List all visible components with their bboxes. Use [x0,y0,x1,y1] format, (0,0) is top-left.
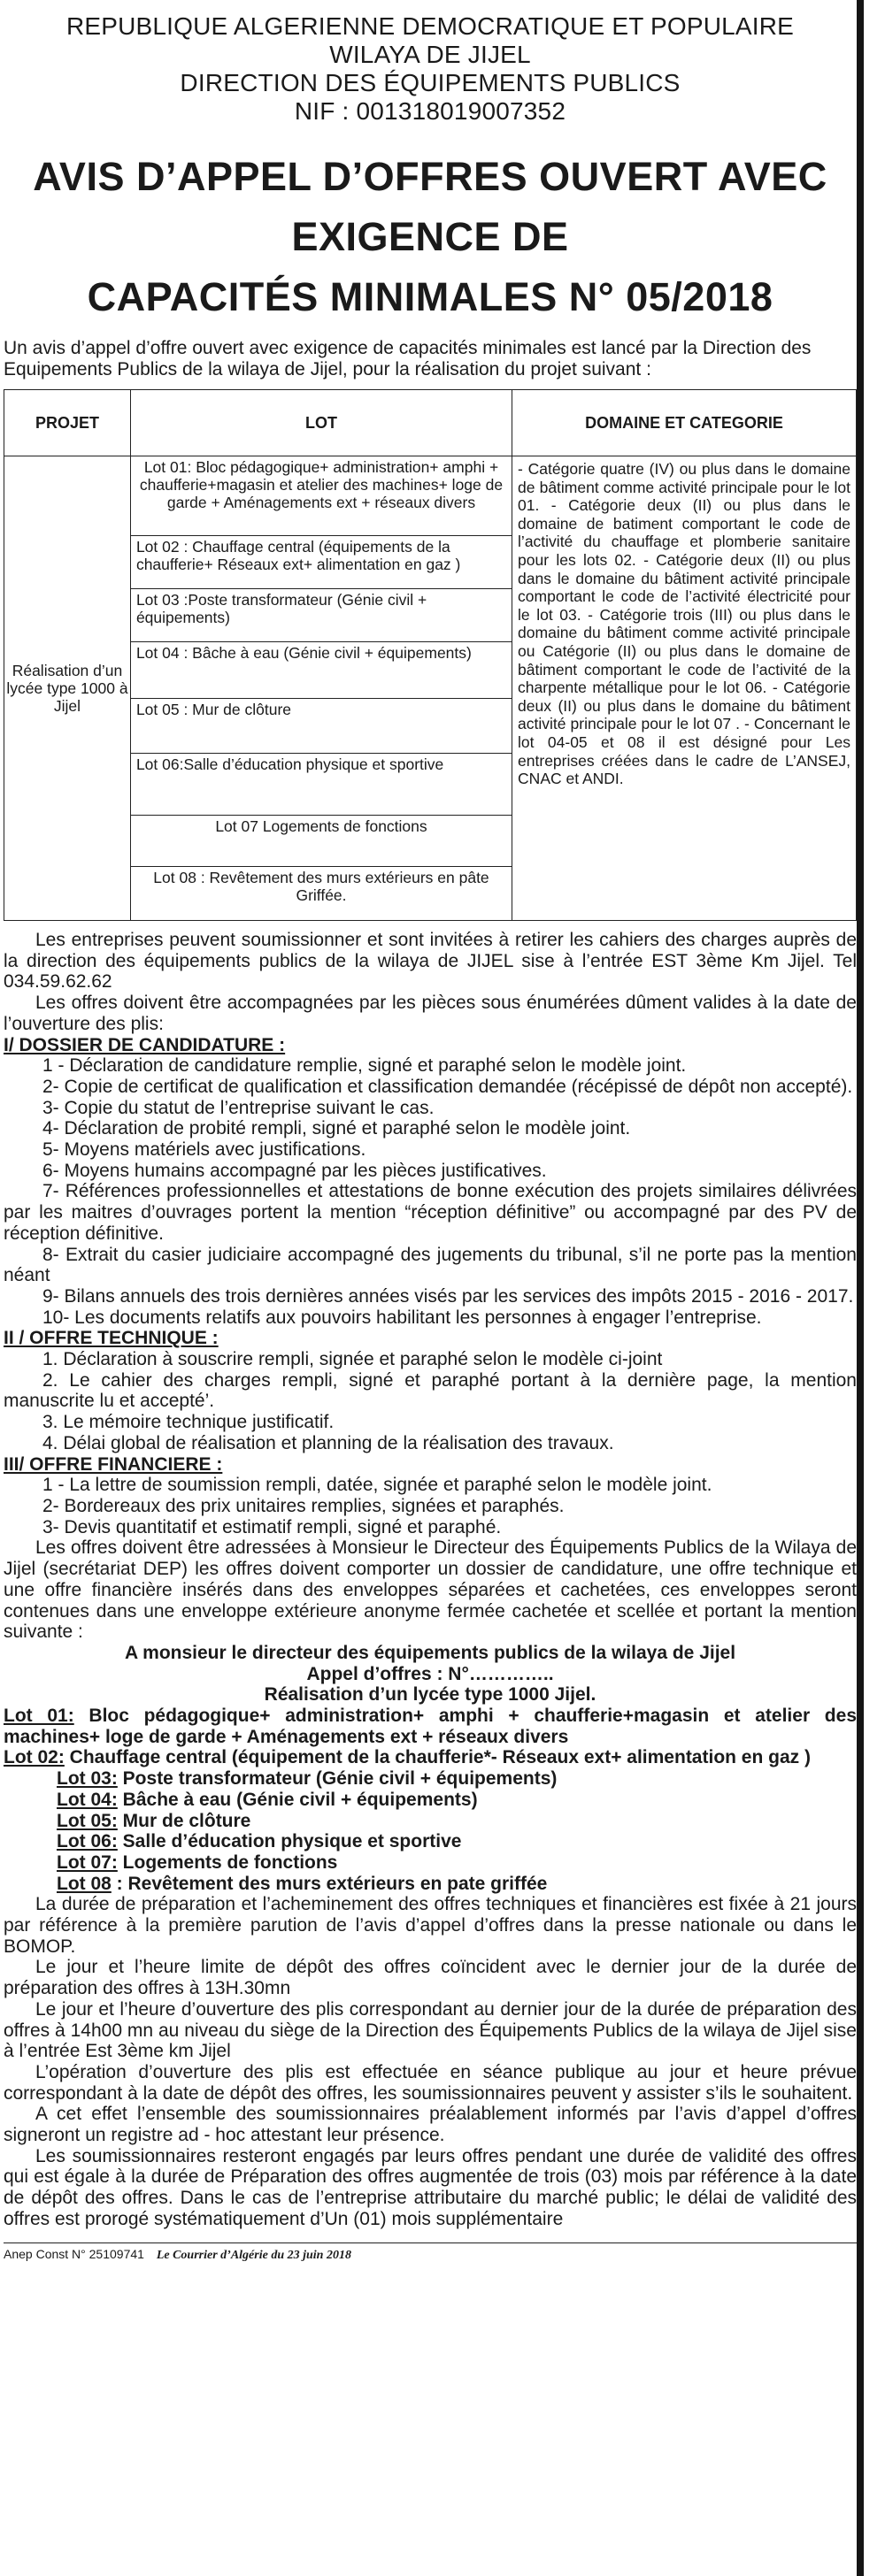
list-item: 9- Bilans annuels des trois dernières années visés par les services des impôts 2015 - 2016 - 2017. [42,1285,854,1307]
envelope-lot-line [57,1790,857,1811]
address-line: Réalisation d’un lycée type 1000 Jijel. [264,1684,596,1706]
paragraph: L’opération d’ouverture des plis est effectuée en séance publique au jour et heure prévue correspondant à la date de dépôt des offres, les soumissionnaires peuvent y assister s’ils le souhaitent. [4,2061,857,2104]
list-item: 1 - Déclaration de candidature remplie, signé et paraphé selon le modèle joint. [42,1055,687,1077]
lot-item: Lot 02 : Chauffage central (équipements de la chaufferie+ Réseaux ext+ alimentation en gaz ) [131,536,512,589]
header-nif: NIF : 001318019007352 [294,97,566,125]
envelope-lot-line [57,1874,857,1895]
paragraph: Les offres doivent être adressées à Monsieur le Directeur des Équipements Publics de la Wilaya de Jijel (secrétariat DEP) les offres doivent comporter un dossier de candidature, une offre technique et une offre financière insérés dans des enveloppes séparées et cachetées, ces enveloppes seront contenues dans une enveloppe extérieure anonyme fermée cachetée et scellée et portant la mention suivante : [4,1537,857,1643]
lot-item: Lot 04 : Bâche à eau (Génie civil + équipements) [131,642,512,699]
address-line: A monsieur le directeur des équipements publics de la wilaya de Jijel [124,1642,736,1663]
anep-reference: Anep Const N° 25109741 [4,2246,144,2261]
title-line-2: CAPACITÉS MINIMALES N° 05/2018 [87,274,773,319]
list-item: 1. Déclaration à souscrire rempli, signée et paraphé selon le modèle ci-joint [42,1349,663,1370]
envelope-lot-line [57,1768,857,1790]
section-heading-financiere: III/ OFFRE FINANCIERE : [4,1453,223,1475]
envelope-lot-line [57,1831,857,1852]
lot-key: Lot 03: [57,1768,118,1790]
paragraph: Les entreprises peuvent soumissionner et sont invitées à retirer les cahiers des charges auprès de la direction des équipements publics de la wilaya de JIJEL sise à l’entrée EST 3ème Km Jijel. Tel 034.59.62.62 [4,930,857,993]
list-item: 3. Le mémoire technique justificatif. [42,1412,335,1433]
lot-item: Lot 03 :Poste transformateur (Génie civil + équipements) [131,589,512,642]
list-item: 3- Devis quantitatif et estimatif rempli, signé et paraphé. [42,1516,502,1537]
newspaper-date: Le Courrier d’Algérie du 23 juin 2018 [156,2248,351,2262]
page-edge-bar [857,0,864,2576]
lots-cell [130,456,512,921]
lot-value: : Revêtement des murs extérieurs en pate griffée [111,1873,548,1894]
section-heading-technique: II / OFFRE TECHNIQUE : [4,1328,219,1349]
envelope-lot-line [4,1706,857,1747]
paragraph: Les offres doivent être accompagnées par les pièces sous énumérées dûment valides à la date de l’ouverture des plis: [4,993,857,1034]
list-item: 10- Les documents relatifs aux pouvoirs habilitant les personnes à engager l’entreprise. [42,1307,762,1328]
lot-key: Lot 05: [57,1810,118,1831]
lot-value: Poste transformateur (Génie civil + équipements) [117,1768,558,1790]
address-line: Appel d’offres : N°………….. [306,1663,554,1684]
list-item: 5- Moyens matériels avec justifications. [42,1139,366,1161]
paragraph: Les soumissionnaires resteront engagés par leurs offres pendant une durée de validité des offres qui est égale à la durée de Préparation des offres augmentée de trois (03) mois par référence à la date de dépôt des offres. Dans le cas de l’entreprise attributaire du marché public; le délai de validité des offres est prorogé systématiquement d’Un (01) mois supplémentaire [4,2145,857,2229]
header-wilaya: WILAYA DE JIJEL [329,41,531,68]
lot-key: Lot 07: [57,1852,118,1873]
list-item: 1 - La lettre de soumission rempli, datée, signée et paraphé selon le modèle joint. [42,1475,712,1496]
col-lot: LOT [130,390,512,456]
issuer-header [4,12,857,126]
lot-value: Salle d’éducation physique et sportive [117,1831,462,1852]
lot-item: Lot 08 : Revêtement des murs extérieurs en pâte Griffée. [153,869,489,904]
lot-item: Lot 01: Bloc pédagogique+ administration+ amphi + chaufferie+magasin et atelier des machines+ loge de garde + Aménagements ext + réseaux divers [131,456,512,536]
lot-item: Lot 07 Logements de fonctions [131,816,512,867]
envelope-lot-line [57,1852,857,1874]
paragraph: La durée de préparation et l’acheminement des offres techniques et financières est fixée à 21 jours par référence à la première parution de l’avis d’appel d’offres dans la presse nationale ou dans le BOMOP. [4,1894,857,1957]
lot-key: Lot 08 [57,1873,112,1894]
lot-key: Lot 01: [4,1706,74,1727]
list-item: 2. Le cahier des charges rempli, signé et paraphé portant à la dernière page, la mention manuscrite lu et accepté’. [4,1369,857,1412]
header-direction: DIRECTION DES ÉQUIPEMENTS PUBLICS [180,69,681,96]
title-line-1: AVIS D’APPEL D’OFFRES OUVERT AVEC EXIGENCE DE [33,154,827,259]
list-item: 3- Copie du statut de l’entreprise suivant le cas. [42,1097,435,1118]
lot-value: Logements de fonctions [117,1852,338,1873]
envelope-lot-line [4,1747,857,1768]
lot-value: Bâche à eau (Génie civil + équipements) [117,1789,478,1810]
paragraph: Le jour et l’heure d’ouverture des plis correspondant au dernier jour de la durée de préparation des offres à 14h00 mn au niveau du siège de la Direction des Équipements Publics de la wilaya de Jijel sise à l’entrée Est 3ème km Jijel [4,1998,857,2062]
list-item: 2- Copie de certificat de qualification et classification demandée (récépissé de dépôt non accepté). [42,1076,853,1097]
table-header-row [4,390,857,456]
domaine-cell: - Catégorie quatre (IV) ou plus dans le domaine de bâtiment comme activité principale pour le lot 01. - Catégorie deux (II) ou plus dans le domaine de batiment comportant le code de l’activité du chauffage et plomberie sanitaire pour les lots 02. - Catégorie deux (II) ou plus dans le domaine du bâtiment activité principale comportant le code de l’activité électricité pour le lot 03. - Catégorie trois (III) ou plus dans le domaine du bâtiment comme activité principale ou Catégorie (II) ou plus dans le domaine de bâtiment comportant le code de l’activité de la charpente métallique pour le lot 06. - Catégorie deux (II) ou plus dans le domaine du bâtiment activité principale pour le lot 07 . - Concernant le lot 04-05 et 08 il est désigné pour Les entreprises créées dans le cadre de L’ANSEJ, CNAC et ANDI. [512,456,857,921]
lot-item: Lot 06:Salle d’éducation physique et sportive [131,754,512,816]
section-heading-candidature: I/ DOSSIER DE CANDIDATURE : [4,1034,286,1055]
notice-title [4,147,857,327]
envelope-lot-line [57,1811,857,1832]
list-item: 7- Références professionnelles et attestations de bonne exécution des projets similaires délivrées par les maitres d’ouvrages portent la mention “réception définitive” ou accompagné par des PV de réception définitive. [4,1181,857,1244]
lot-value: Mur de clôture [117,1810,251,1831]
list-item: 8- Extrait du casier judiciaire accompagné des jugements du tribunal, s’il ne porte pas la mention néant [4,1244,857,1286]
lot-value: Bloc pédagogique+ administration+ amphi + chaufferie+magasin et atelier des machines+ loge de garde + Aménagements ext + réseaux divers [4,1706,857,1747]
col-projet: PROJET [4,390,131,456]
publication-footer [4,2242,857,2263]
lot-key: Lot 04: [57,1789,118,1810]
table-row [4,456,857,921]
paragraph: A cet effet l’ensemble des soumissionnaires préalablement informés par l’avis d’appel d’offres signeront un registre ad - hoc attestant leur présence. [4,2104,857,2146]
list-item: 4. Délai global de réalisation et planning de la réalisation des travaux. [42,1432,614,1453]
list-item: 2- Bordereaux des prix unitaires remplies, signées et paraphés. [42,1495,565,1516]
list-item: 6- Moyens humains accompagné par les pièces justificatives. [42,1160,547,1181]
tender-notice [4,0,857,2576]
header-republic: REPUBLIQUE ALGERIENNE DEMOCRATIQUE ET POPULAIRE [65,12,795,40]
lot-item: Lot 05 : Mur de clôture [131,699,512,754]
lot-key: Lot 06: [57,1831,118,1852]
intro-paragraph: Un avis d’appel d’offre ouvert avec exigence de capacités minimales est lancé par la Direction des Equipements Publics de la wilaya de Jijel, pour la réalisation du projet suivant : [4,338,812,380]
col-domaine: DOMAINE ET CATEGORIE [512,390,857,456]
lots-table [4,389,857,921]
notice-body [4,930,857,2230]
lot-key: Lot 02: [4,1747,65,1768]
projet-cell: Réalisation d’un lycée type 1000 à Jijel [4,456,131,921]
paragraph: Le jour et l’heure limite de dépôt des offres coïncident avec le dernier jour de la durée de préparation des offres à 13H.30mn [4,1957,857,1999]
lot-value: Chauffage central (équipement de la chaufferie*- Réseaux ext+ alimentation en gaz ) [64,1747,811,1768]
list-item: 4- Déclaration de probité rempli, signé et paraphé selon le modèle joint. [42,1118,631,1139]
